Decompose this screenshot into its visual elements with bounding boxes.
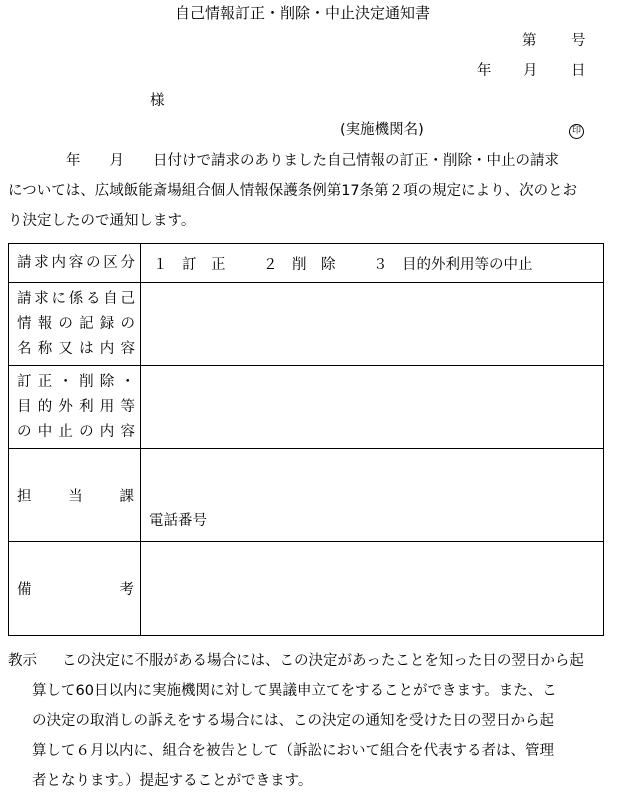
department-label-char-1: 担: [17, 488, 32, 505]
appeal-notice-line-1: この決定に不服がある場合には、この決定があったことを知った日の翌日から起: [62, 653, 584, 669]
remarks-label: [9, 578, 140, 599]
appeal-notice-body: [8, 676, 622, 796]
intro-line-2: については、広域飯能斎場組合個人情報保護条例第17条第２項の規定により、次のとお: [8, 183, 578, 199]
date-day-label: 日: [571, 63, 586, 79]
remarks-value-cell[interactable]: [141, 542, 604, 636]
department-label-cell: [9, 449, 141, 542]
remarks-label-char-2: 考: [119, 582, 134, 598]
number-label-dai: 第: [522, 33, 537, 49]
table-row-department: [9, 449, 604, 542]
intro-line-3: り決定したので通知します。: [8, 213, 196, 229]
seal-mark: 印: [569, 124, 584, 139]
category-options-cell: [141, 244, 604, 283]
department-label: [9, 485, 140, 506]
appeal-notice-line-3: の決定の取消しの訴えをする場合には、この決定の通知を受けた日の翌日から起: [32, 713, 554, 729]
number-label-go: 号: [571, 33, 586, 49]
category-label-cell: [9, 244, 141, 283]
content-label-line-1: 訂正・削除・: [17, 373, 135, 390]
request-table: [8, 243, 604, 636]
table-row-content: [9, 366, 604, 449]
content-label-cell: [9, 366, 141, 449]
record-label-line-2: 情報の記録の: [17, 315, 135, 332]
content-label-line-3: の中止の内容: [17, 423, 135, 440]
content-label-line-2: 目的外利用等: [17, 398, 135, 415]
agency-label: (実施機関名): [340, 122, 424, 138]
appeal-notice-keyword: 教示: [8, 653, 37, 669]
intro-paragraph: [8, 146, 620, 236]
addressee-suffix: 様: [150, 93, 165, 109]
category-options: [141, 253, 603, 274]
appeal-notice-line-4: 算して６月以内に、組合を被告として（訴訟において組合を代表する者は、管理: [32, 743, 554, 759]
date-year-label: 年: [477, 63, 492, 79]
content-value-cell[interactable]: [141, 366, 604, 449]
remarks-label-char-1: 備: [17, 582, 32, 598]
option-correction: １ 訂 正: [153, 256, 226, 273]
record-value-cell[interactable]: [141, 283, 604, 366]
record-label-cell: [9, 283, 141, 366]
table-row-record: [9, 283, 604, 366]
department-label-char-2: 当: [68, 488, 83, 505]
date-month-label: 月: [523, 63, 538, 79]
intro-line-1: 年 月 日付けで請求のありました自己情報の訂正・削除・中止の請求: [66, 153, 559, 169]
record-label-line-3: 名称又は内容: [17, 340, 135, 357]
record-label-line-1: 請求に係る自己: [17, 290, 135, 307]
table-row-remarks: [9, 542, 604, 636]
table-row-category: [9, 244, 604, 283]
phone-number-label: 電話番号: [149, 513, 207, 529]
option-deletion: ２ 削 除: [263, 256, 336, 273]
department-value-cell[interactable]: [141, 449, 604, 542]
category-label: 請求内容の区分: [17, 254, 135, 271]
document-title: 自己情報訂正・削除・中止決定通知書: [175, 4, 431, 22]
department-label-char-3: 課: [119, 488, 134, 505]
seal-icon: [569, 122, 584, 139]
appeal-notice-line-2: 算して60日以内に実施機関に対して異議申立てをすることができます。また、こ: [32, 683, 557, 699]
appeal-notice-line-5: 者となります。）提起することができます。: [32, 773, 313, 789]
appeal-notice-first-line: [8, 646, 622, 676]
option-stop-use: ３ 目的外利用等の中止: [373, 256, 533, 273]
remarks-label-cell: [9, 542, 141, 636]
appeal-notice: [8, 646, 622, 796]
